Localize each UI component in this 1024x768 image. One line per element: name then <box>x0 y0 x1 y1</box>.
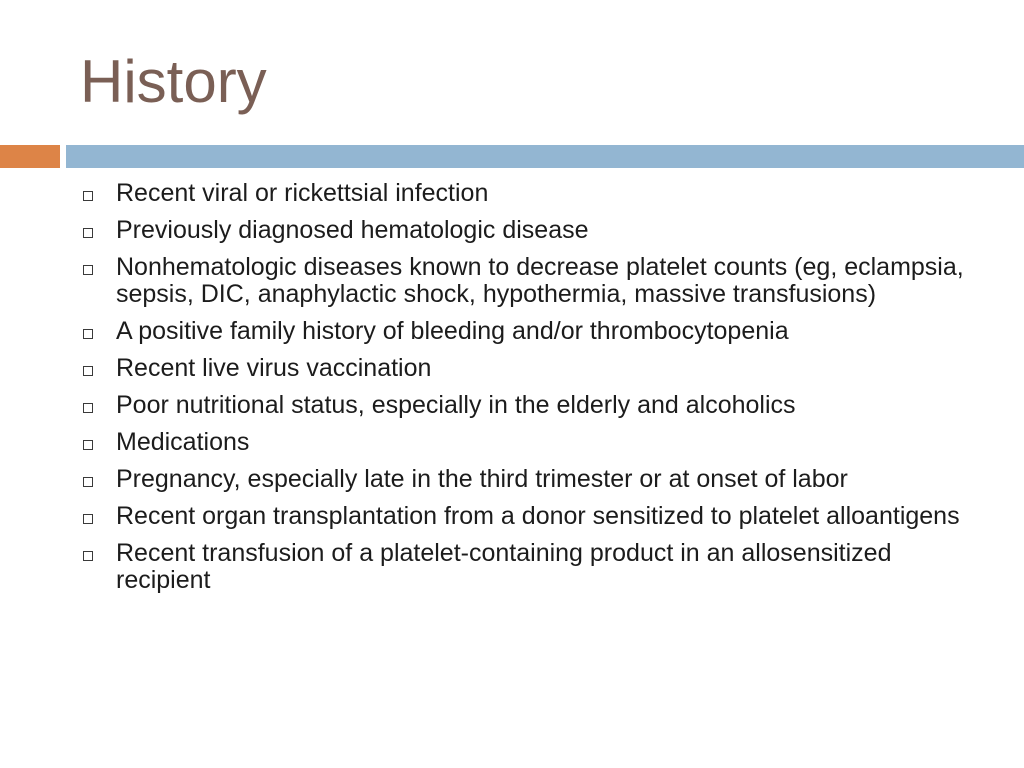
bullet-text: Recent viral or rickettsial infection <box>116 179 489 207</box>
bullet-list <box>80 180 970 604</box>
bullet-text: Recent live virus vaccination <box>116 354 432 382</box>
bullet-item <box>80 503 970 530</box>
bullet-item <box>80 217 970 244</box>
hollow-square-icon <box>83 477 93 487</box>
bullet-item <box>80 429 970 456</box>
bullet-item <box>80 540 970 594</box>
bullet-item <box>80 392 970 419</box>
bullet-item <box>80 466 970 493</box>
bullet-item <box>80 318 970 345</box>
bullet-text: Previously diagnosed hematologic disease <box>116 216 589 244</box>
header-band <box>66 145 1024 168</box>
hollow-square-icon <box>83 329 93 339</box>
hollow-square-icon <box>83 191 93 201</box>
hollow-square-icon <box>83 514 93 524</box>
bullet-item <box>80 355 970 382</box>
hollow-square-icon <box>83 228 93 238</box>
bullet-text: A positive family history of bleeding and/or thrombocytopenia <box>116 317 789 345</box>
bullet-text: Pregnancy, especially late in the third trimester or at onset of labor <box>116 465 848 493</box>
bullet-text: Recent transfusion of a platelet-containing product in an allosensitized recipient <box>116 539 892 594</box>
hollow-square-icon <box>83 366 93 376</box>
slide-title: History <box>80 48 267 115</box>
bullet-text: Poor nutritional status, especially in the elderly and alcoholics <box>116 391 796 419</box>
bullet-text: Recent organ transplantation from a donor sensitized to platelet alloantigens <box>116 502 960 530</box>
hollow-square-icon <box>83 265 93 275</box>
bullet-item <box>80 180 970 207</box>
hollow-square-icon <box>83 551 93 561</box>
bullet-text: Medications <box>116 428 250 456</box>
accent-band <box>0 145 60 168</box>
hollow-square-icon <box>83 403 93 413</box>
hollow-square-icon <box>83 440 93 450</box>
bullet-item <box>80 254 970 308</box>
bullet-text: Nonhematologic diseases known to decrease platelet counts (eg, eclampsia, sepsis, DIC, anaphylactic shock, hypothermia, massive transfusions) <box>116 253 964 308</box>
